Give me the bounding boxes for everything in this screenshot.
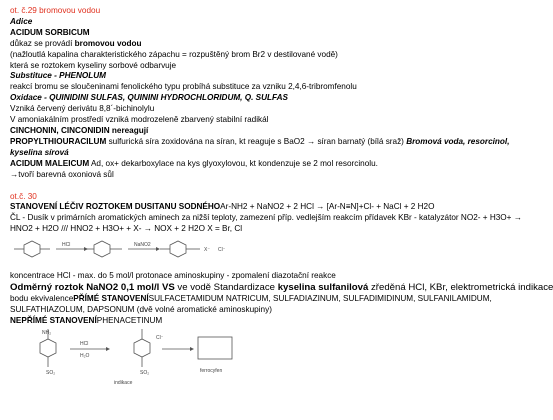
maleicum-text: Ad, ox+ dekarboxylace na kys glyoxylovou, kt kondenzuje se 2 mol resorcinolu. — [89, 158, 378, 168]
section-29-heading: ot. č.29 bromovou vodou — [10, 6, 101, 15]
scheme2-h2o: H₂O — [80, 352, 90, 359]
cinchonin-line: CINCHONIN, CINCONIDIN nereagují — [10, 125, 149, 135]
document-page — [10, 6, 553, 387]
odmerny-text-2: zředěná HCl, KBr, elektrometrická indikace — [368, 282, 553, 294]
vznika-line: Vzniká červený derivátu 8,8´-bichinolylu — [10, 104, 155, 114]
odmerny-line — [10, 282, 553, 294]
dukaz-text: důkaz se provádí — [10, 38, 75, 48]
scheme2-so2-right: SO₂ — [140, 369, 150, 376]
nazloutla-line: (nažloutlá kapalina charakteristického zápachu = rozpuštěný brom Br2 v destilované vodě) — [10, 49, 338, 59]
stanoveni-title: STANOVENÍ LÉČIV ROZTOKEM DUSITANU SODNÉHO — [10, 202, 221, 212]
sorbicum-title: ACIDUM SORBICUM — [10, 27, 90, 37]
neprime-text: PHENACETINUM — [96, 315, 163, 325]
ptu-reagents-cont: kyselina sírová — [10, 147, 69, 157]
reaction-scheme-1 — [10, 235, 516, 271]
scheme2-nh2: NH₂ — [42, 329, 52, 336]
dukaz-bold: bromovou vodou — [74, 38, 142, 48]
scheme2-so2-left: SO₂ — [46, 369, 56, 376]
diazotation-equation: Ar-NH2 + NaNO2 + 2 HCl → [Ar-N≡N]+Cl- + NaCl + 2 H2O — [220, 202, 435, 212]
neprime-line — [10, 316, 516, 327]
scheme2-cl: Cl⁻ — [156, 334, 164, 341]
tvori-line: →tvoří barevná oxoniová sůl — [10, 169, 114, 179]
scheme1-anion-cl: Cl⁻ — [218, 247, 226, 254]
scheme2-indikace: indikace — [114, 379, 133, 386]
cl-line: ČL - Dusík v primárních aromatických aminech za nižší teploty, zamezení příp. vedlejším reakcím přídavek KBr - katalyzátor NO2- + H3O+ → — [10, 213, 522, 223]
prime-stanoveni-label: PŘÍMÉ STANOVENÍ — [73, 294, 149, 304]
bodu-text: bodu ekvivalence — [10, 294, 74, 304]
ktera-line: která se roztokem kyseliny sorbové odbarvuje — [10, 60, 177, 70]
bodu-line — [10, 294, 516, 305]
neprime-label: NEPŘÍMÉ STANOVENÍ — [10, 315, 97, 325]
maleicum-title: ACIDUM MALEICUM — [10, 158, 90, 168]
prime-list: SULFACETAMIDUM NATRICUM, SULFADIAZINUM, SULFADIMIDINUM, SULFANILAMIDUM, — [148, 294, 492, 304]
scheme2-ferrocyfen: ferrocyfen — [200, 367, 223, 374]
reaction-scheme-1-svg — [10, 235, 270, 271]
scheme1-arrow2-label: NaNO2 — [134, 242, 151, 249]
odmerny-text: ve vodě Standardizace — [174, 282, 278, 294]
scheme1-anion-x: X⁻ — [204, 247, 210, 254]
odmerny-standard: kyselina sulfanilová — [277, 282, 369, 294]
section-30-heading: ot.č. 30 — [10, 191, 37, 201]
maleicum-line — [10, 159, 516, 170]
odmerny-title: Odměrný roztok NaNO2 0,1 mol/l VS — [10, 282, 175, 294]
scheme1-arrow1-label: HCl — [62, 242, 71, 249]
substituce-heading: Substituce - PHENOLUM — [10, 71, 106, 81]
amon-line: V amoniakálním prostředí vzniká modrozeleně zbarvený stabilní radikál — [10, 115, 269, 125]
adice-heading: Adice — [10, 16, 33, 26]
ptu-line — [10, 137, 516, 148]
oxidace-heading: Oxidace - QUINIDINI SULFAS, QUININI HYDROCHLORIDUM, Q. SULFAS — [10, 93, 288, 103]
ptu-text: sulfurická síra zoxidována na síran, kt reaguje s BaO2 → síran barnatý (bílá sraž) — [108, 136, 407, 146]
ptu-title: PROPYLTHIOURACILUM — [10, 136, 109, 146]
koncentrace-line: koncentrace HCl - max. do 5 mol/l protonace aminoskupiny - zpomalení diazotační reakce — [10, 271, 336, 281]
reakci-line: reakcí bromu se sloučeninami fenolického typu probíhá substituce za vzniku 2,4,6-tribromfenolu — [10, 82, 357, 92]
hno2-line: HNO2 + H2O /// HNO2 + H3O+ + X- → NOX + 2 H2O X = Br, Cl — [10, 224, 243, 234]
reaction-scheme-2-svg — [10, 327, 270, 387]
stanoveni-line — [10, 202, 516, 213]
reaction-scheme-2 — [10, 327, 516, 387]
sulfathiazolum-line: SULFATHIAZOLUM, DAPSONUM (dvě volné aromatické aminoskupiny) — [10, 304, 272, 314]
ptu-reagents: Bromová voda, resorcinol, — [406, 136, 510, 146]
scheme2-hcl: HCl — [80, 340, 89, 347]
dukaz-line — [10, 39, 516, 50]
